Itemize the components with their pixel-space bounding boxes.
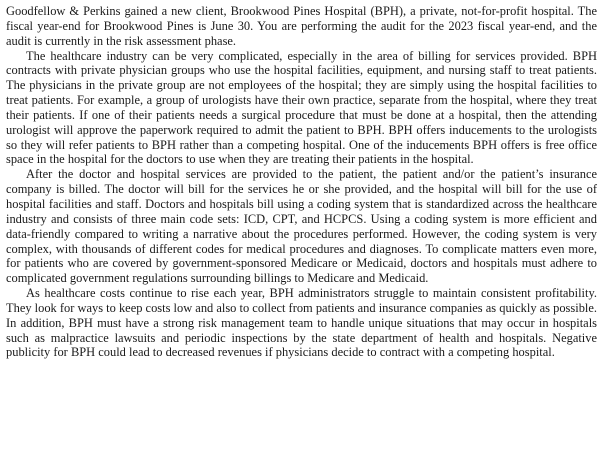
paragraph-healthcare-billing: The healthcare industry can be very complicated, especially in the area of billing for services provided. BPH contracts with private physician groups who use the hospital facilities, equipment, and nursing staff to treat patients. The physicians in the private group are not employees of the hospital; they are simply using the hospital facilities to treat patients. For example, a group of urologists have their own practice, separate from the hospital, where they treat their patients. If one of their patients needs a surgical procedure that must be done at a hospital, then the attending urologist will approve the paperwork required to admit the patient to BPH. BPH offers inducements to the urologists so they will refer patients to BPH rather than a competing hospital. One of the inducements BPH offers is free office space in the hospital for the doctors to use when they are treating their patients in the hospital. bbox=[6, 48, 597, 167]
paragraph-client-intro: Goodfellow & Perkins gained a new client, Brookwood Pines Hospital (BPH), a private, not-for-profit hospital. The fiscal year-end for Brookwood Pines is June 30. You are performing the audit for the 2023 fiscal year-end, and the audit is currently in the risk assessment phase. bbox=[6, 4, 597, 48]
paragraph-profitability-risk: As healthcare costs continue to rise each year, BPH administrators struggle to maintain consistent profitability. They look for ways to keep costs low and also to collect from patients and insurance companies as quickly as possible. In addition, BPH must have a strong risk management team to handle unique situations that may occur in hospitals such as malpractice lawsuits and periodic inspections by the state department of health and hospitals. Negative publicity for BPH could lead to decreased revenues if physicians decide to contract with a competing hospital. bbox=[6, 286, 597, 360]
paragraph-coding-system: After the doctor and hospital services are provided to the patient, the patient and/or the patient’s insurance company is billed. The doctor will bill for the services he or she provided, and the hospital will bill for the use of hospital facilities and staff. Doctors and hospitals bill using a coding system that is standardized across the healthcare industry and consists of three main code sets: ICD, CPT, and HCPCS. Using a coding system is more efficient and data-friendly compared to writing a narrative about the procedures performed. However, the coding system is very complex, with thousands of different codes for medical procedures and diagnoses. To complicate matters even more, for patients who are covered by government-sponsored Medicare or Medicaid, doctors and hospitals must adhere to complicated government regulations surrounding billings to Medicare and Medicaid. bbox=[6, 167, 597, 286]
